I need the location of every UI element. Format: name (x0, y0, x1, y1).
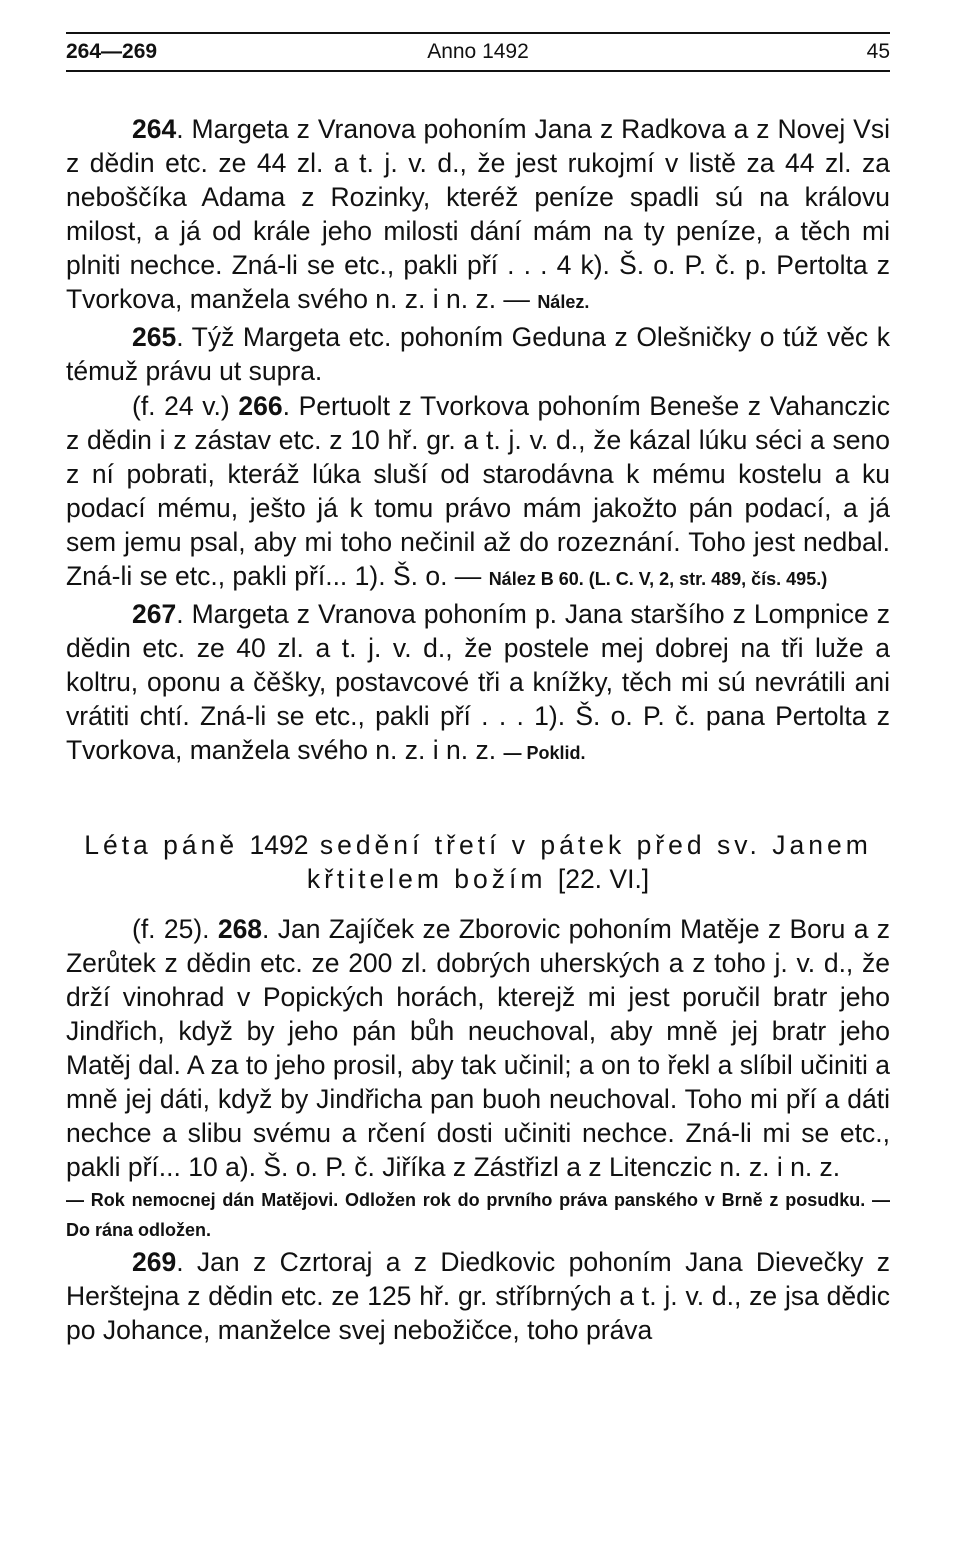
entry-266 (66, 389, 890, 596)
entry-number: 268 (217, 914, 263, 944)
heading-part: křtitelem božím (306, 864, 547, 894)
heading-part: Léta páně (84, 830, 239, 860)
entry-note: Nález. (537, 292, 590, 312)
entry-text: . Jan Zajíček ze Zborovic pohoním Matěje z Boru a z Zerůtek z dědin etc. ze 200 zl. dobrých uherských a z toho j. v. d., že drží vinohrad v Popických horách, kterejž mi jest poručil bratr jeho Jindřich, když by jeho pán bůh neuchoval, aby mně jej bratr jeho Matěj dal. A za to jeho prosil, aby tak učinil; a on to řekl a slíbil učiniti a mně jej dáti, když by Jindřicha pan buoh neuchoval. Toho mi pří a dáti nechce a slibu svému a rčení dosti učiniti nechce. Zná-li mi se etc., pakli pří... 10 a). Š. o. P. č. Jiříka z Zástřizl a z Litenczic n. z. i n. z. (66, 914, 891, 1182)
entry-267 (66, 597, 890, 770)
folio-ref: (f. 25). (132, 914, 210, 944)
entry-note: — Rok nemocnej dán Matějovi. Odložen rok do prvního práva panského v Brně z posudku. — Do rána odložen. (66, 1190, 890, 1240)
entry-265 (66, 320, 890, 388)
running-title: Anno 1492 (427, 40, 529, 63)
heading-date: [22. VI.] (557, 864, 650, 894)
page-body (66, 112, 890, 1348)
entry-text: . Jan z Czrtoraj a z Diedkovic pohoním Jana Dievečky z Herštejna z dědin etc. ze 125 hř. gr. stříbrných a t. j. v. d., ze jsa dědic po Johance, manželce svej nebožičce, toho práva (66, 1247, 890, 1345)
entry-264 (66, 112, 890, 319)
session-heading (66, 828, 890, 896)
entry-note: — Poklid. (503, 743, 586, 763)
entry-text: . Margeta z Vranova pohoním Jana z Radkova a z Novej Vsi z dědin etc. ze 44 zl. a t. j. v. d., že jest rukojmí v listě za 44 zl. za neboščíka Adama z Rozinky, kteréž peníze spadli sú na královu milost, a já od krále jeho milosti dání mám na ty peníze, a těch mi plniti nechce. Zná-li se etc., pakli pří . . . 4 k). Š. o. P. č. p. Pertolta z Tvorkova, manžela svého n. z. i n. z. — (66, 114, 890, 314)
entry-number: 269 (132, 1247, 177, 1277)
entry-range: 264—269 (66, 40, 158, 63)
page-number: 45 (866, 40, 890, 63)
entry-note: Nález B 60. (L. C. V, 2, str. 489, čís. 495.) (488, 569, 828, 589)
entry-number: 267 (132, 599, 177, 629)
entry-number: 264 (132, 114, 177, 144)
folio-ref: (f. 24 v.) (132, 391, 230, 421)
heading-year: 1492 (249, 830, 309, 860)
entry-268 (66, 912, 890, 1184)
running-header (66, 32, 890, 72)
heading-part: sedění třetí v pátek před sv. Janem (319, 830, 872, 860)
entry-text: . Týž Margeta etc. pohoním Geduna z Olešničky o túž věc k témuž právu ut supra. (66, 322, 890, 386)
entry-number: 266 (238, 391, 283, 421)
entry-269 (66, 1245, 890, 1347)
entry-text: . Margeta z Vranova pohoním p. Jana staršího z Lompnice z dědin etc. ze 40 zl. a t. j. v. d., že postele mej dobrej na tři luže a koltru, oponu a čěšky, postavcové tři a knížky, těch mi sú nevrátili ani vrátiti chtí. Zná-li se etc., pakli pří . . . 1). Š. o. P. č. pana Pertolta z Tvorkova, manžela svého n. z. i n. z. (66, 599, 890, 765)
entry-number: 265 (132, 322, 177, 352)
entry-text: . Pertuolt z Tvorkova pohoním Beneše z Vahanczic z dědin i z zástav etc. z 10 hř. gr. a t. j. v. d., že kázal lúku séci a seno z ní pobrati, kteráž lúka sluší od starodávna k mému kostelu a ku podací mému, ješto já k tomu právo mám jakožto pán podací, a já sem jemu psal, aby mi toho nečinil až do rozeznání. Toho jest nedbal. Zná-li se etc., pakli pří... 1). Š. o. — (66, 391, 890, 591)
